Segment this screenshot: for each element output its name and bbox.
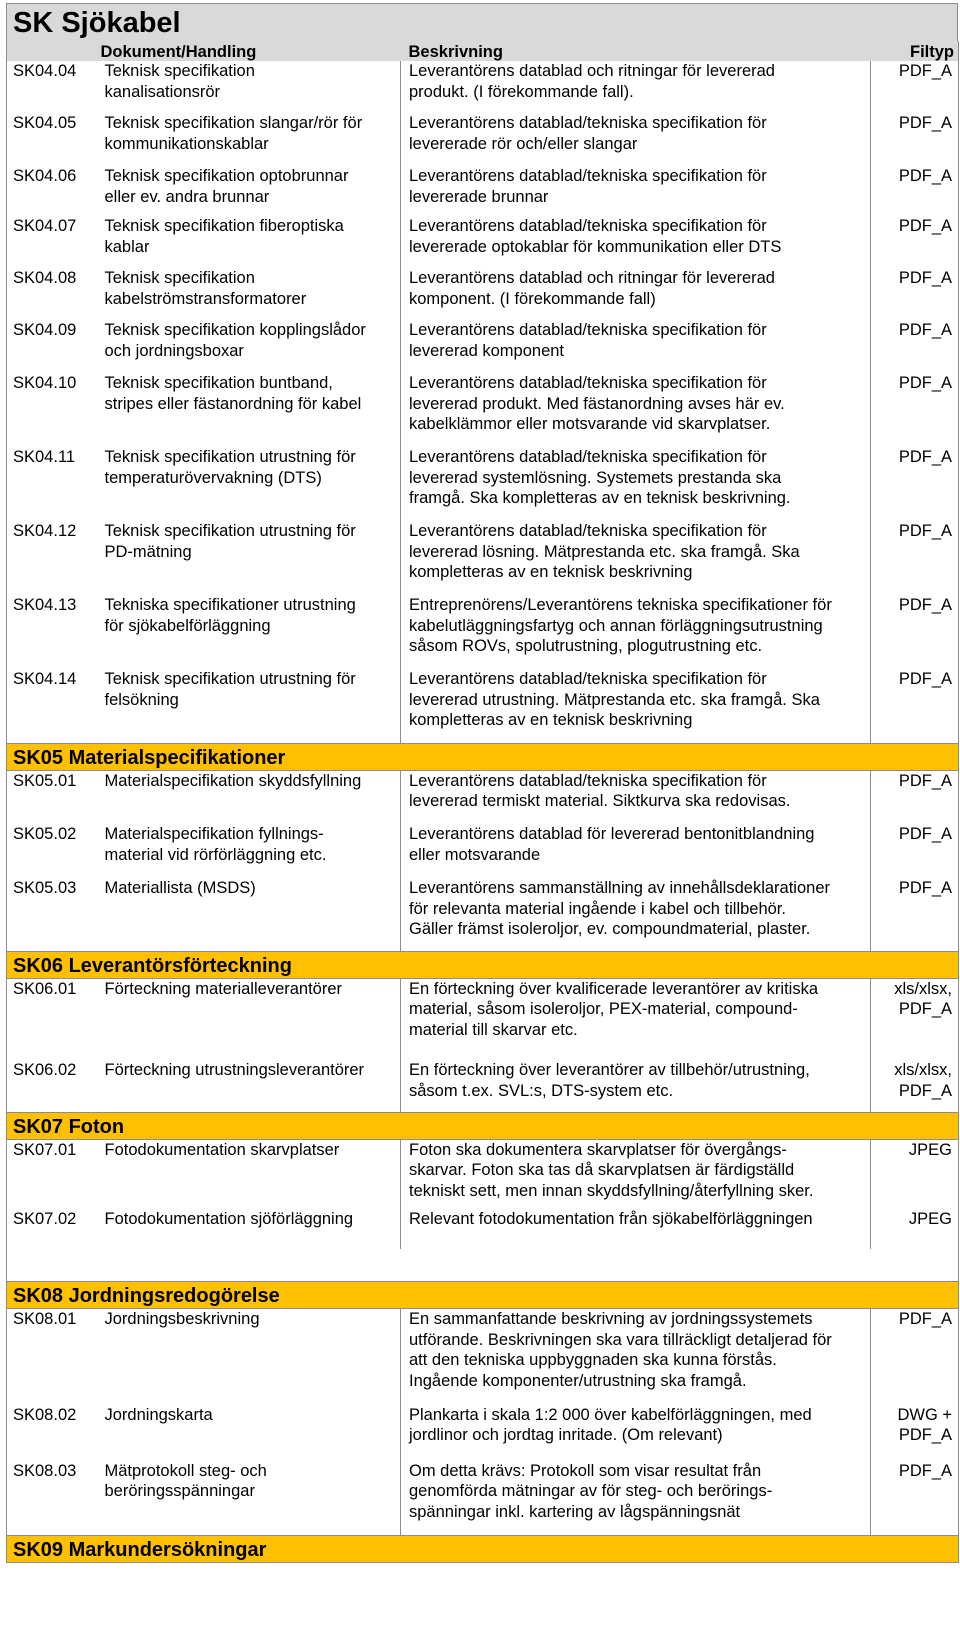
row-filetype-line: PDF_A <box>898 879 952 897</box>
row-document <box>101 1060 401 1112</box>
row-description-line: material, såsom isoleroljor, PEX-material, compound- <box>409 1000 798 1018</box>
row-description <box>401 113 871 166</box>
row-description <box>401 268 871 320</box>
row-filetype <box>871 770 959 824</box>
section-title: SK08 Jordningsredogörelse <box>7 1282 959 1309</box>
row-document-line: Teknisk specifikation buntband, <box>104 374 333 392</box>
row-description-line: Leverantörens datablad/tekniska specifikation för <box>409 217 767 235</box>
row-code: SK05.01 <box>7 770 101 824</box>
row-description-line: genomförda mätningar av för steg- och berörings- <box>409 1482 773 1500</box>
table-row <box>7 1060 959 1112</box>
row-description-line: utförande. Beskrivningen ska vara tillräckligt detaljerad för <box>409 1330 832 1349</box>
table-row <box>7 669 959 743</box>
table-row <box>7 447 959 521</box>
row-description-line: eller motsvarande <box>409 845 541 864</box>
row-document-line: felsökning <box>104 690 179 709</box>
row-filetype-line: PDF_A <box>898 448 952 466</box>
row-document <box>101 595 401 669</box>
row-code: SK04.09 <box>7 320 101 373</box>
row-document-line: kablar <box>104 237 150 256</box>
row-description-line: levererad utrustning. Mätprestanda etc. ska framgå. Ska <box>409 690 820 709</box>
row-document-line: Teknisk specifikation <box>104 269 255 287</box>
row-document <box>101 770 401 824</box>
row-document-line: Jordningskarta <box>104 1405 213 1424</box>
row-document-line: och jordningsboxar <box>104 341 244 360</box>
row-description-line: Leverantörens datablad/tekniska specifikation för <box>409 167 767 185</box>
row-description-line: Leverantörens sammanställning av innehållsdeklarationer <box>409 879 830 897</box>
row-description <box>401 669 871 743</box>
row-filetype-line: PDF_A <box>898 596 952 614</box>
table-row <box>7 1309 959 1405</box>
row-document <box>101 1139 401 1209</box>
row-document-line: kanalisationsrör <box>104 82 221 101</box>
row-description <box>401 373 871 447</box>
row-filetype <box>871 320 959 373</box>
row-description-line: såsom ROVs, spolutrustning, plogutrustning etc. <box>409 637 763 655</box>
row-document-line: Förteckning materialleverantörer <box>104 979 343 998</box>
row-filetype-line: PDF_A <box>898 1310 952 1328</box>
row-document <box>101 1309 401 1405</box>
table-row <box>7 770 959 824</box>
row-code: SK04.13 <box>7 595 101 669</box>
row-filetype <box>871 824 959 878</box>
row-document-line: temperaturövervakning (DTS) <box>104 468 322 487</box>
row-description <box>401 595 871 669</box>
page-title: SK Sjökabel <box>6 3 958 41</box>
row-document <box>101 521 401 595</box>
row-document-line: Teknisk specifikation utrustning för <box>104 670 356 688</box>
row-document <box>101 978 401 1060</box>
row-filetype-line: PDF_A <box>898 771 952 790</box>
row-filetype-line: JPEG <box>908 1210 952 1228</box>
row-description-line: Leverantörens datablad för levererad bentonitblandning <box>409 825 815 843</box>
row-description-line: En förteckning över kvalificerade leverantörer av kritiska <box>409 979 819 998</box>
column-header-row <box>7 41 959 61</box>
row-description-line: Foton ska dokumentera skarvplatser för övergångs- <box>409 1140 787 1159</box>
section-header <box>7 1112 959 1139</box>
row-code: SK06.02 <box>7 1060 101 1112</box>
row-description <box>401 1139 871 1209</box>
row-description <box>401 521 871 595</box>
row-description-line: levererad lösning. Mätprestanda etc. ska framgå. Ska <box>409 542 800 561</box>
row-filetype <box>871 595 959 669</box>
row-document-line: PD-mätning <box>104 542 192 561</box>
row-description-line: Leverantörens datablad/tekniska specifikation för <box>409 114 767 132</box>
row-document-line: Teknisk specifikation slangar/rör för <box>104 114 363 132</box>
section-title: SK09 Markundersökningar <box>7 1536 959 1563</box>
row-document-line: Materiallista (MSDS) <box>104 879 256 897</box>
row-document <box>101 320 401 373</box>
table-row <box>7 878 959 951</box>
row-description-line: levererad komponent <box>409 341 565 360</box>
header-doc: Dokument/Handling <box>101 41 401 61</box>
row-filetype <box>871 878 959 951</box>
row-description-line: Ingående komponenter/utrustning ska framgå. <box>409 1371 747 1390</box>
row-document <box>101 61 401 113</box>
row-code: SK04.07 <box>7 216 101 268</box>
row-document-line: beröringsspänningar <box>104 1482 255 1500</box>
row-filetype-line: DWG + <box>897 1405 952 1424</box>
row-filetype-line: PDF_A <box>898 321 952 339</box>
row-code: SK04.05 <box>7 113 101 166</box>
row-description-line: jordlinor och jordtag inritade. (Om relevant) <box>409 1426 723 1444</box>
table-row <box>7 1405 959 1461</box>
section-title: SK07 Foton <box>7 1112 959 1139</box>
row-description-line: levererade brunnar <box>409 187 549 206</box>
row-description-line: produkt. (I förekommande fall). <box>409 82 634 101</box>
row-description-line: komponent. (I förekommande fall) <box>409 289 656 308</box>
row-document <box>101 1405 401 1461</box>
spacer-cell <box>7 1249 959 1282</box>
row-document <box>101 268 401 320</box>
row-description-line: såsom t.ex. SVL:s, DTS-system etc. <box>409 1081 674 1100</box>
row-filetype-line: PDF_A <box>898 1000 952 1018</box>
row-description <box>401 1405 871 1461</box>
table-row <box>7 595 959 669</box>
row-description <box>401 1309 871 1405</box>
row-filetype-line: PDF_A <box>898 1081 952 1100</box>
row-code: SK06.01 <box>7 978 101 1060</box>
row-description-line: Relevant fotodokumentation från sjökabelförläggningen <box>409 1210 813 1228</box>
row-filetype <box>871 1309 959 1405</box>
row-description <box>401 320 871 373</box>
row-code: SK08.03 <box>7 1461 101 1536</box>
row-description-line: kabelutläggningsfartyg och annan förläggningsutrustning <box>409 616 823 635</box>
row-document-line: Teknisk specifikation optobrunnar <box>104 167 349 185</box>
row-document <box>101 373 401 447</box>
table-body <box>7 61 959 1563</box>
row-description-line: Leverantörens datablad/tekniska specifikation för <box>409 771 767 790</box>
table-row <box>7 1209 959 1249</box>
row-code: SK05.02 <box>7 824 101 878</box>
row-description <box>401 61 871 113</box>
row-description-line: levererad systemlösning. Systemets prestanda ska <box>409 468 782 487</box>
row-filetype-line: xls/xlsx, <box>894 1061 952 1079</box>
header-type: Filtyp <box>871 41 959 61</box>
row-description-line: levererade optokablar för kommunikation eller DTS <box>409 237 782 256</box>
row-document <box>101 216 401 268</box>
row-document <box>101 447 401 521</box>
row-filetype <box>871 1209 959 1249</box>
section-header <box>7 1536 959 1563</box>
row-document <box>101 878 401 951</box>
row-filetype-line: PDF_A <box>898 167 952 185</box>
row-filetype-line: PDF_A <box>898 670 952 688</box>
row-code: SK08.01 <box>7 1309 101 1405</box>
row-description-line: tekniskt sett, men innan skyddsfyllning/återfyllning sker. <box>409 1181 814 1200</box>
deliverables-table <box>6 41 959 1563</box>
spacer-row <box>7 1249 959 1282</box>
header-code <box>7 41 101 61</box>
row-description-line: Leverantörens datablad/tekniska specifikation för <box>409 522 767 540</box>
row-document-line: stripes eller fästanordning för kabel <box>104 394 362 413</box>
row-filetype <box>871 1461 959 1536</box>
row-document-line: Materialspecifikation fyllnings- <box>104 825 324 843</box>
table-row <box>7 320 959 373</box>
table-row <box>7 166 959 216</box>
row-filetype-line: PDF_A <box>898 114 952 132</box>
row-code: SK07.01 <box>7 1139 101 1209</box>
row-document-line: Fotodokumentation sjöförläggning <box>104 1210 354 1228</box>
section-title: SK05 Materialspecifikationer <box>7 743 959 770</box>
row-document-line: Fotodokumentation skarvplatser <box>104 1140 340 1159</box>
row-description <box>401 447 871 521</box>
row-filetype-line: PDF_A <box>898 217 952 235</box>
row-description <box>401 166 871 216</box>
row-document-line: Tekniska specifikationer utrustning <box>104 596 356 614</box>
row-filetype <box>871 166 959 216</box>
row-description-line: Om detta krävs: Protokoll som visar resultat från <box>409 1461 762 1480</box>
row-filetype <box>871 978 959 1060</box>
row-code: SK04.14 <box>7 669 101 743</box>
row-description-line: kompletteras av en teknisk beskrivning <box>409 711 693 729</box>
row-document <box>101 1461 401 1536</box>
row-description-line: levererade rör och/eller slangar <box>409 134 638 153</box>
row-filetype <box>871 521 959 595</box>
row-filetype <box>871 216 959 268</box>
row-document <box>101 1209 401 1249</box>
row-document-line: kabelströmstransformatorer <box>104 289 307 308</box>
row-filetype <box>871 447 959 521</box>
section-header <box>7 951 959 978</box>
row-filetype-line: PDF_A <box>898 269 952 287</box>
row-description <box>401 1060 871 1112</box>
row-description-line: Leverantörens datablad/tekniska specifikation för <box>409 321 767 339</box>
row-description-line: En förteckning över leverantörer av tillbehör/utrustning, <box>409 1061 810 1079</box>
row-document-line: Förteckning utrustningsleverantörer <box>104 1061 365 1079</box>
row-filetype <box>871 268 959 320</box>
row-document-line: eller ev. andra brunnar <box>104 187 270 206</box>
table-row <box>7 373 959 447</box>
row-description-line: för relevanta material ingående i kabel och tillbehör. <box>409 899 786 918</box>
row-document-line: Teknisk specifikation fiberoptiska <box>104 217 344 235</box>
table-row <box>7 1461 959 1536</box>
row-description-line: En sammanfattande beskrivning av jordningssystemets <box>409 1310 813 1328</box>
row-description-line: Leverantörens datablad/tekniska specifikation för <box>409 374 767 392</box>
row-description-line: framgå. Ska kompletteras av en teknisk beskrivning. <box>409 489 791 507</box>
row-filetype-line: PDF_A <box>898 1426 952 1444</box>
section-header <box>7 1282 959 1309</box>
row-description-line: kabelklämmor eller motsvarande vid skarvplatser. <box>409 415 771 433</box>
row-description <box>401 770 871 824</box>
row-filetype <box>871 113 959 166</box>
row-filetype <box>871 1060 959 1112</box>
row-description <box>401 878 871 951</box>
row-filetype <box>871 1139 959 1209</box>
row-document <box>101 166 401 216</box>
row-document-line: Teknisk specifikation kopplingslådor <box>104 321 366 339</box>
row-document-line: kommunikationskablar <box>104 134 269 153</box>
table-row <box>7 268 959 320</box>
row-description-line: skarvar. Foton ska tas då skarvplatsen är färdigställd <box>409 1161 795 1179</box>
row-description-line: Plankarta i skala 1:2 000 över kabelförläggningen, med <box>409 1405 812 1424</box>
table-row <box>7 1139 959 1209</box>
row-description-line: att den tekniska uppbyggnaden ska kunna förstås. <box>409 1351 777 1369</box>
row-description-line: levererad termiskt material. Siktkurva ska redovisas. <box>409 792 791 810</box>
row-description-line: Leverantörens datablad och ritningar för levererad <box>409 62 775 80</box>
table-row <box>7 521 959 595</box>
row-description-line: material till skarvar etc. <box>409 1020 578 1039</box>
row-document-line: Teknisk specifikation <box>104 62 255 80</box>
row-code: SK04.04 <box>7 61 101 113</box>
header-desc: Beskrivning <box>401 41 871 61</box>
row-filetype-line: PDF_A <box>898 825 952 843</box>
row-description <box>401 824 871 878</box>
row-filetype-line: PDF_A <box>898 1461 952 1480</box>
row-document <box>101 113 401 166</box>
row-description-line: levererad produkt. Med fästanordning avses här ev. <box>409 394 785 413</box>
row-description <box>401 216 871 268</box>
row-document-line: Teknisk specifikation utrustning för <box>104 448 356 466</box>
section-title: SK06 Leverantörsförteckning <box>7 951 959 978</box>
row-description-line: spänningar inkl. kartering av lågspänningsnät <box>409 1502 741 1521</box>
row-description-line: kompletteras av en teknisk beskrivning <box>409 563 693 581</box>
row-code: SK04.10 <box>7 373 101 447</box>
row-description-line: Gäller främst isoleroljor, ev. compoundmaterial, plaster. <box>409 920 811 938</box>
row-document-line: Jordningsbeskrivning <box>104 1310 260 1328</box>
table-row <box>7 216 959 268</box>
row-document <box>101 824 401 878</box>
row-filetype <box>871 1405 959 1461</box>
table-row <box>7 61 959 113</box>
row-description <box>401 1209 871 1249</box>
row-code: SK04.11 <box>7 447 101 521</box>
row-filetype-line: PDF_A <box>898 62 952 80</box>
row-description-line: Entreprenörens/Leverantörens tekniska specifikationer för <box>409 596 832 614</box>
row-filetype <box>871 669 959 743</box>
document <box>6 3 958 1563</box>
row-description-line: Leverantörens datablad/tekniska specifikation för <box>409 448 767 466</box>
row-description <box>401 978 871 1060</box>
row-code: SK04.12 <box>7 521 101 595</box>
row-filetype <box>871 61 959 113</box>
row-description-line: Leverantörens datablad/tekniska specifikation för <box>409 670 767 688</box>
row-description-line: Leverantörens datablad och ritningar för levererad <box>409 269 775 287</box>
table-row <box>7 824 959 878</box>
row-description <box>401 1461 871 1536</box>
row-filetype-line: xls/xlsx, <box>894 979 952 998</box>
row-document-line: material vid rörförläggning etc. <box>104 845 327 864</box>
row-filetype-line: PDF_A <box>898 522 952 540</box>
table-row <box>7 978 959 1060</box>
row-document-line: Mätprotokoll steg- och <box>104 1461 267 1480</box>
row-code: SK08.02 <box>7 1405 101 1461</box>
row-document-line: Materialspecifikation skyddsfyllning <box>104 771 362 790</box>
row-document-line: Teknisk specifikation utrustning för <box>104 522 356 540</box>
row-code: SK05.03 <box>7 878 101 951</box>
row-document-line: för sjökabelförläggning <box>104 616 271 635</box>
row-code: SK04.08 <box>7 268 101 320</box>
row-filetype <box>871 373 959 447</box>
section-header <box>7 743 959 770</box>
row-filetype-line: PDF_A <box>898 374 952 392</box>
row-code: SK07.02 <box>7 1209 101 1249</box>
table-row <box>7 113 959 166</box>
row-filetype-line: JPEG <box>908 1140 952 1159</box>
row-document <box>101 669 401 743</box>
row-code: SK04.06 <box>7 166 101 216</box>
